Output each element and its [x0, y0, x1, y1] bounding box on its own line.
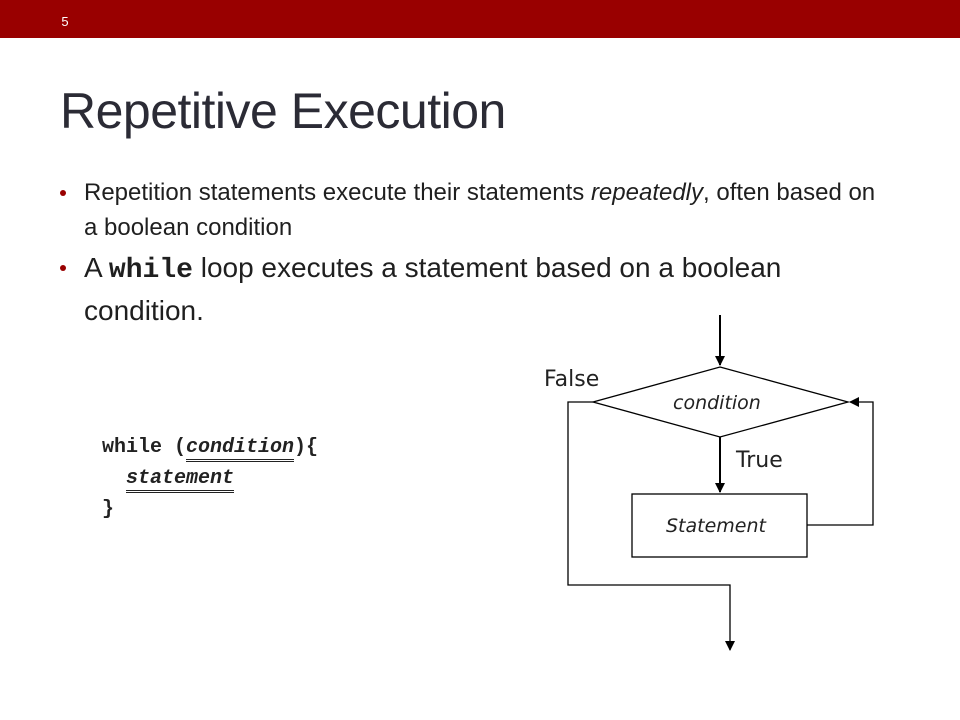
code-keyword: while ( [102, 436, 187, 459]
bullet-text: Repetition statements execute their statements [84, 179, 591, 206]
bullet-text: loop executes a statement based on a boolean condition. [84, 252, 782, 326]
false-label: False [544, 367, 600, 392]
code-condition: condition [186, 436, 294, 462]
true-label: True [736, 448, 783, 473]
slide-number: 5 [61, 14, 69, 29]
bullet-text: A [84, 252, 109, 283]
bullet-text: , often based on a boolean condition [84, 179, 876, 241]
inline-code: while [108, 255, 193, 286]
loop-back-arrow [807, 402, 873, 525]
condition-label: condition [673, 392, 761, 414]
statement-label: Statement [666, 515, 766, 537]
slide-title: Repetitive Execution [60, 83, 506, 139]
bullet-emphasis: repeatedly [590, 179, 704, 206]
code-close-brace: } [102, 498, 115, 521]
code-statement: statement [126, 467, 234, 493]
code-brace: ){ [294, 436, 319, 459]
